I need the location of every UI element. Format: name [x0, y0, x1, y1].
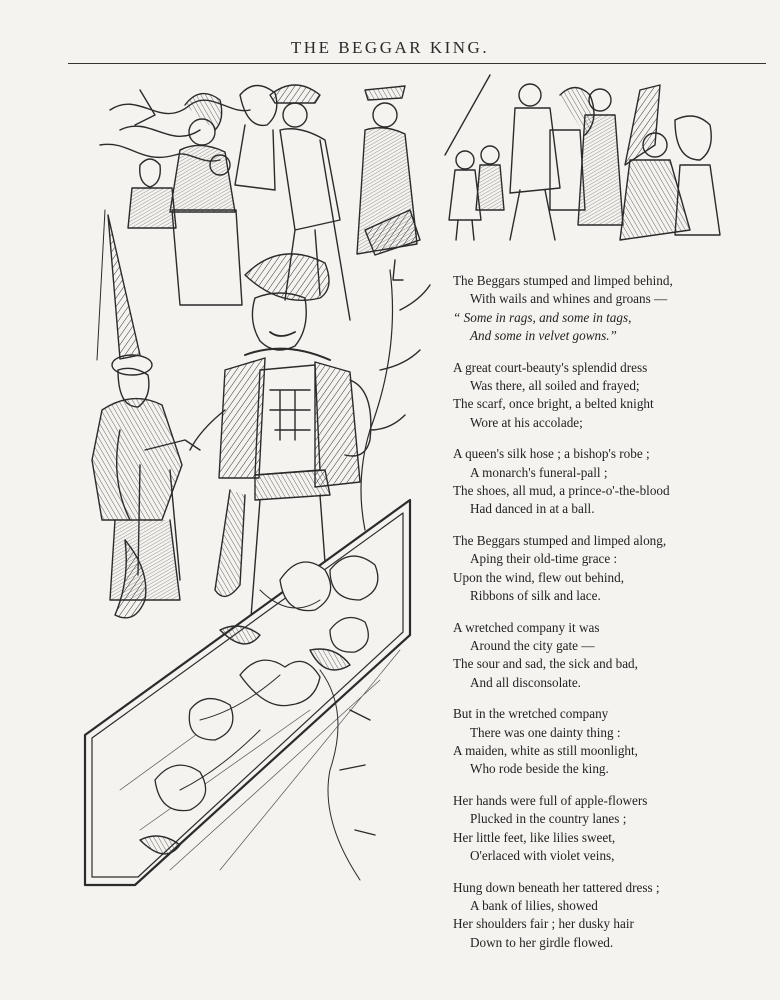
poem-line: With wails and whines and groans —: [470, 291, 668, 307]
poem-line: Was there, all soiled and frayed;: [470, 377, 640, 393]
poem-line: A wretched company it was: [453, 619, 600, 635]
poem-line: The scarf, once bright, a belted knight: [453, 396, 654, 412]
procession-top-right: [445, 75, 720, 240]
poem-line: Her shoulders fair ; her dusky hair: [453, 916, 634, 932]
poem-line: The Beggars stumped and limped behind,: [453, 273, 673, 288]
poem-line: Plucked in the country lanes ;: [470, 811, 627, 827]
poem-line: Aping their old-time grace :: [470, 551, 618, 567]
poem-line: And all disconsolate.: [470, 674, 581, 690]
poem-stanza: [453, 619, 753, 692]
poem-stanza: [453, 792, 753, 865]
flying-ribbons: [100, 90, 250, 161]
poem-stanza: [453, 705, 753, 778]
poem-line: But in the wretched company: [453, 706, 609, 722]
poem-line: The Beggars stumped and limped along,: [453, 533, 667, 549]
poem-line: A great court-beauty's splendid dress: [453, 359, 648, 375]
poem-text: [453, 272, 753, 966]
poem-stanza: [453, 272, 753, 345]
woman-with-baby: [128, 94, 242, 305]
poem-line: The sour and sad, the sick and bad,: [453, 656, 638, 672]
bishop-figure: [357, 86, 420, 280]
poem-line: Her little feet, like lilies sweet,: [453, 829, 616, 845]
poem-line: Hung down beneath her tattered dress ;: [453, 879, 660, 895]
tree-branch: [361, 270, 430, 530]
poem-line: Upon the wind, flew out behind,: [453, 569, 625, 585]
poem-line: Who rode beside the king.: [470, 761, 609, 777]
poem-line: There was one dainty thing :: [470, 724, 621, 740]
poem-line: Wore at his accolade;: [470, 414, 583, 430]
poem-line: Ribbons of silk and lace.: [470, 587, 601, 603]
poem-line: Had danced in at a ball.: [470, 501, 595, 517]
poem-stanza: [453, 879, 753, 952]
poem-stanza: [453, 359, 753, 432]
lady-with-hennin: [92, 210, 200, 618]
poem-line: “ Some in rags, and some in tags,: [453, 309, 632, 325]
poem-stanza: [453, 532, 753, 605]
poem-line: A maiden, white as still moonlight,: [453, 743, 638, 759]
poem-line: A monarch's funeral-pall ;: [470, 464, 608, 480]
poem-line: A bank of lilies, showed: [470, 898, 598, 914]
poem-stanza: [453, 445, 753, 518]
poem-line: Around the city gate —: [470, 638, 595, 654]
poem-line: Down to her girdle flowed.: [470, 934, 614, 950]
poem-line: A queen's silk hose ; a bishop's robe ;: [453, 446, 650, 462]
header-rule: [68, 63, 766, 64]
poem-line: Her hands were full of apple-flowers: [453, 793, 648, 809]
poem-line: O'erlaced with violet veins,: [470, 848, 615, 864]
poem-line: The shoes, all mud, a prince-o'-the-blood: [453, 482, 670, 498]
background-woman: [235, 85, 277, 190]
poem-line: And some in velvet gowns.”: [470, 327, 617, 343]
page-title: THE BEGGAR KING.: [290, 38, 490, 57]
